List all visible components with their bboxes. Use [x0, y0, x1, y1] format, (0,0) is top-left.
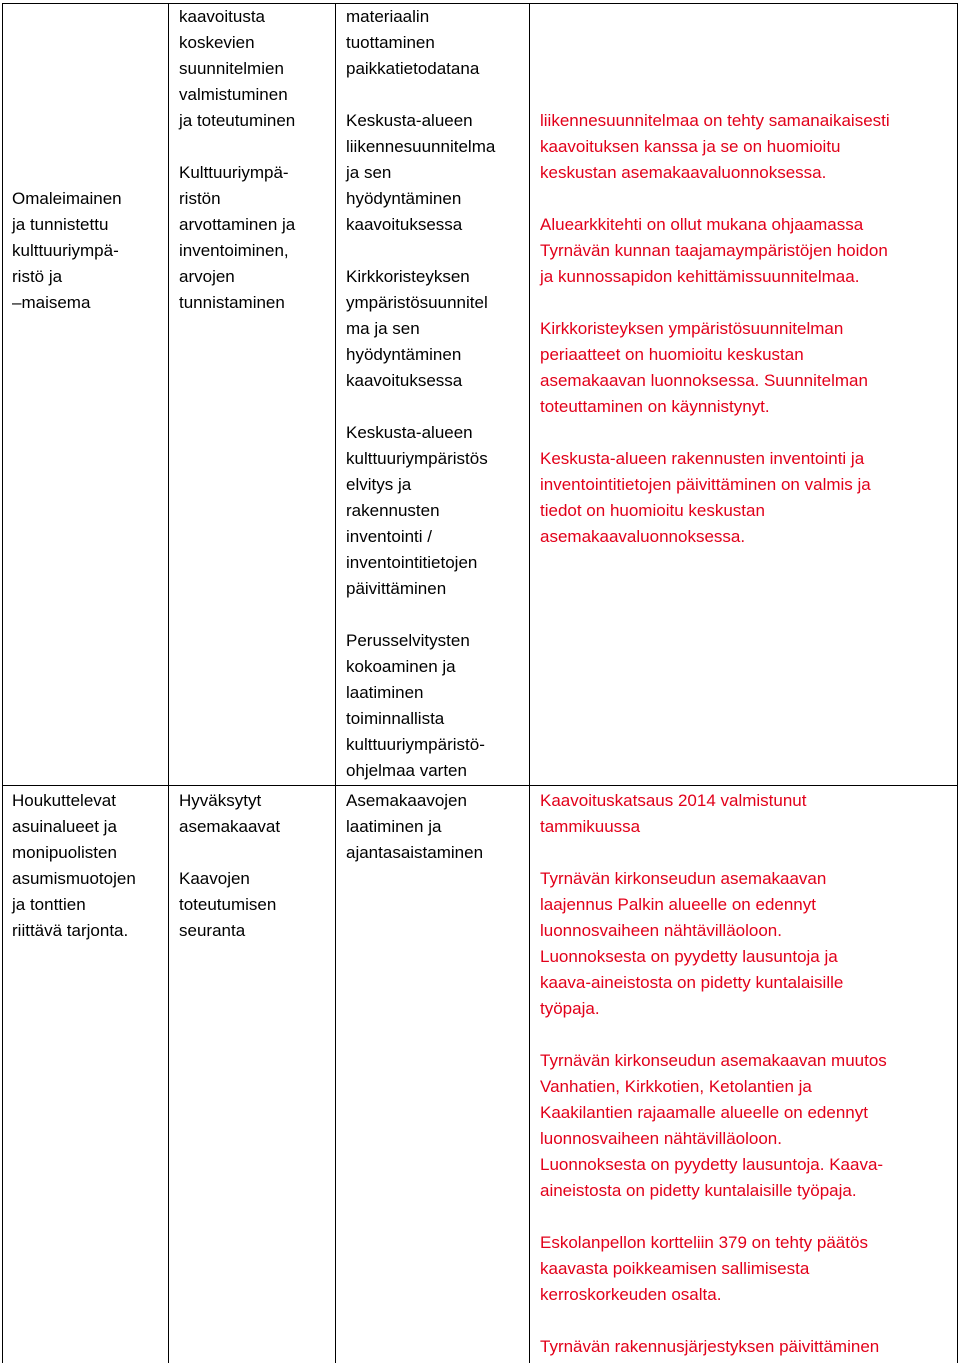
row1-action-1: materiaalin tuottaminen paikkatietodatana [346, 7, 480, 78]
row1-status-1: liikennesuunnitelmaa on tehty samanaikaisesti kaavoituksen kanssa ja se on huomioitu keskustan asemakaavaluonnoksessa. [540, 111, 890, 182]
table-right-border [957, 3, 958, 1363]
row2-status-3: Tyrnävän kirkonseudun asemakaavan muutos Vanhatien, Kirkkotien, Ketolantien ja Kaakilantien rajaamalle alueelle on edennyt luonnosvaiheen nähtävilläoloon. Luonnoksesta on pyydetty lausuntoja. Kaava- aineistosta on pidetty kuntalaisille työpaja. [540, 1051, 887, 1200]
row1-outcome-2: Kulttuuriympä- ristön arvottaminen ja inventoiminen, arvojen tunnistaminen [179, 163, 296, 312]
row2-outcome-2: Kaavojen toteutumisen seuranta [179, 869, 277, 940]
row1-status-4: Keskusta-alueen rakennusten inventointi ja inventointitietojen päivittäminen on valmis ja tiedot on huomioitu keskustan asemakaavaluonnoksessa. [540, 449, 871, 546]
row2-goal-cell [12, 788, 167, 944]
column-divider-1 [168, 3, 169, 1363]
row2-actions-cell [346, 788, 528, 866]
row1-status-2: Aluearkkitehti on ollut mukana ohjaamassa Tyrnävän kunnan taajamaympäristöjen hoidon ja kunnossapidon kehittämissuunnitelmaa. [540, 215, 888, 286]
row2-goal: Houkuttelevat asuinalueet ja monipuolisten asumismuotojen ja tonttien riittävä tarjonta. [12, 791, 136, 940]
row1-action-3: Kirkkoristeyksen ympäristösuunnitel ma ja sen hyödyntäminen kaavoituksessa [346, 267, 488, 390]
row1-goal-cell [12, 186, 164, 316]
row2-status-5: Tyrnävän rakennusjärjestyksen päivittäminen [540, 1337, 880, 1356]
column-divider-3 [529, 3, 530, 1363]
row2-status-1: Kaavoituskatsaus 2014 valmistunut tammikuussa [540, 791, 807, 836]
row1-status-3: Kirkkoristeyksen ympäristösuunnitelman periaatteet on huomioitu keskustan asemakaavan luonnoksessa. Suunnitelman toteuttaminen on käynnistynyt. [540, 319, 868, 416]
row-divider [2, 785, 958, 786]
row2-status-4: Eskolanpellon kortteliin 379 on tehty päätös kaavasta poikkeamisen sallimisesta kerroskorkeuden osalta. [540, 1233, 868, 1304]
row1-action-4: Keskusta-alueen kulttuuriympäristös elvitys ja rakennusten inventointi / inventointitietojen päivittäminen [346, 423, 488, 598]
table-left-border [2, 3, 3, 1363]
row1-goal: Omaleimainen ja tunnistettu kulttuuriympä- ristö ja –maisema [12, 189, 122, 312]
row1-actions-cell [346, 4, 528, 784]
row2-action-1: Asemakaavojen laatiminen ja ajantasaistaminen [346, 791, 484, 862]
row2-outcomes-cell [179, 788, 333, 944]
row2-outcome-1: Hyväksytyt asemakaavat [179, 791, 281, 836]
row2-status-cell [540, 788, 956, 1360]
row2-status-2: Tyrnävän kirkonseudun asemakaavan laajennus Palkin alueelle on edennyt luonnosvaiheen nähtävilläoloon. Luonnoksesta on pyydetty lausuntoja ja kaava-aineistosta on pidetty kuntalaisille työpaja. [540, 869, 844, 1018]
row1-outcomes-cell [179, 4, 333, 316]
column-divider-2 [335, 3, 336, 1363]
row1-outcome-1: kaavoitusta koskevien suunnitelmien valmistuminen ja toteutuminen [179, 7, 296, 130]
row1-action-2: Keskusta-alueen liikennesuunnitelma ja sen hyödyntäminen kaavoituksessa [346, 111, 496, 234]
row1-action-5: Perusselvitysten kokoaminen ja laatiminen toiminnallista kulttuuriympäristö- ohjelmaa varten [346, 631, 485, 780]
row1-status-cell [540, 108, 956, 550]
